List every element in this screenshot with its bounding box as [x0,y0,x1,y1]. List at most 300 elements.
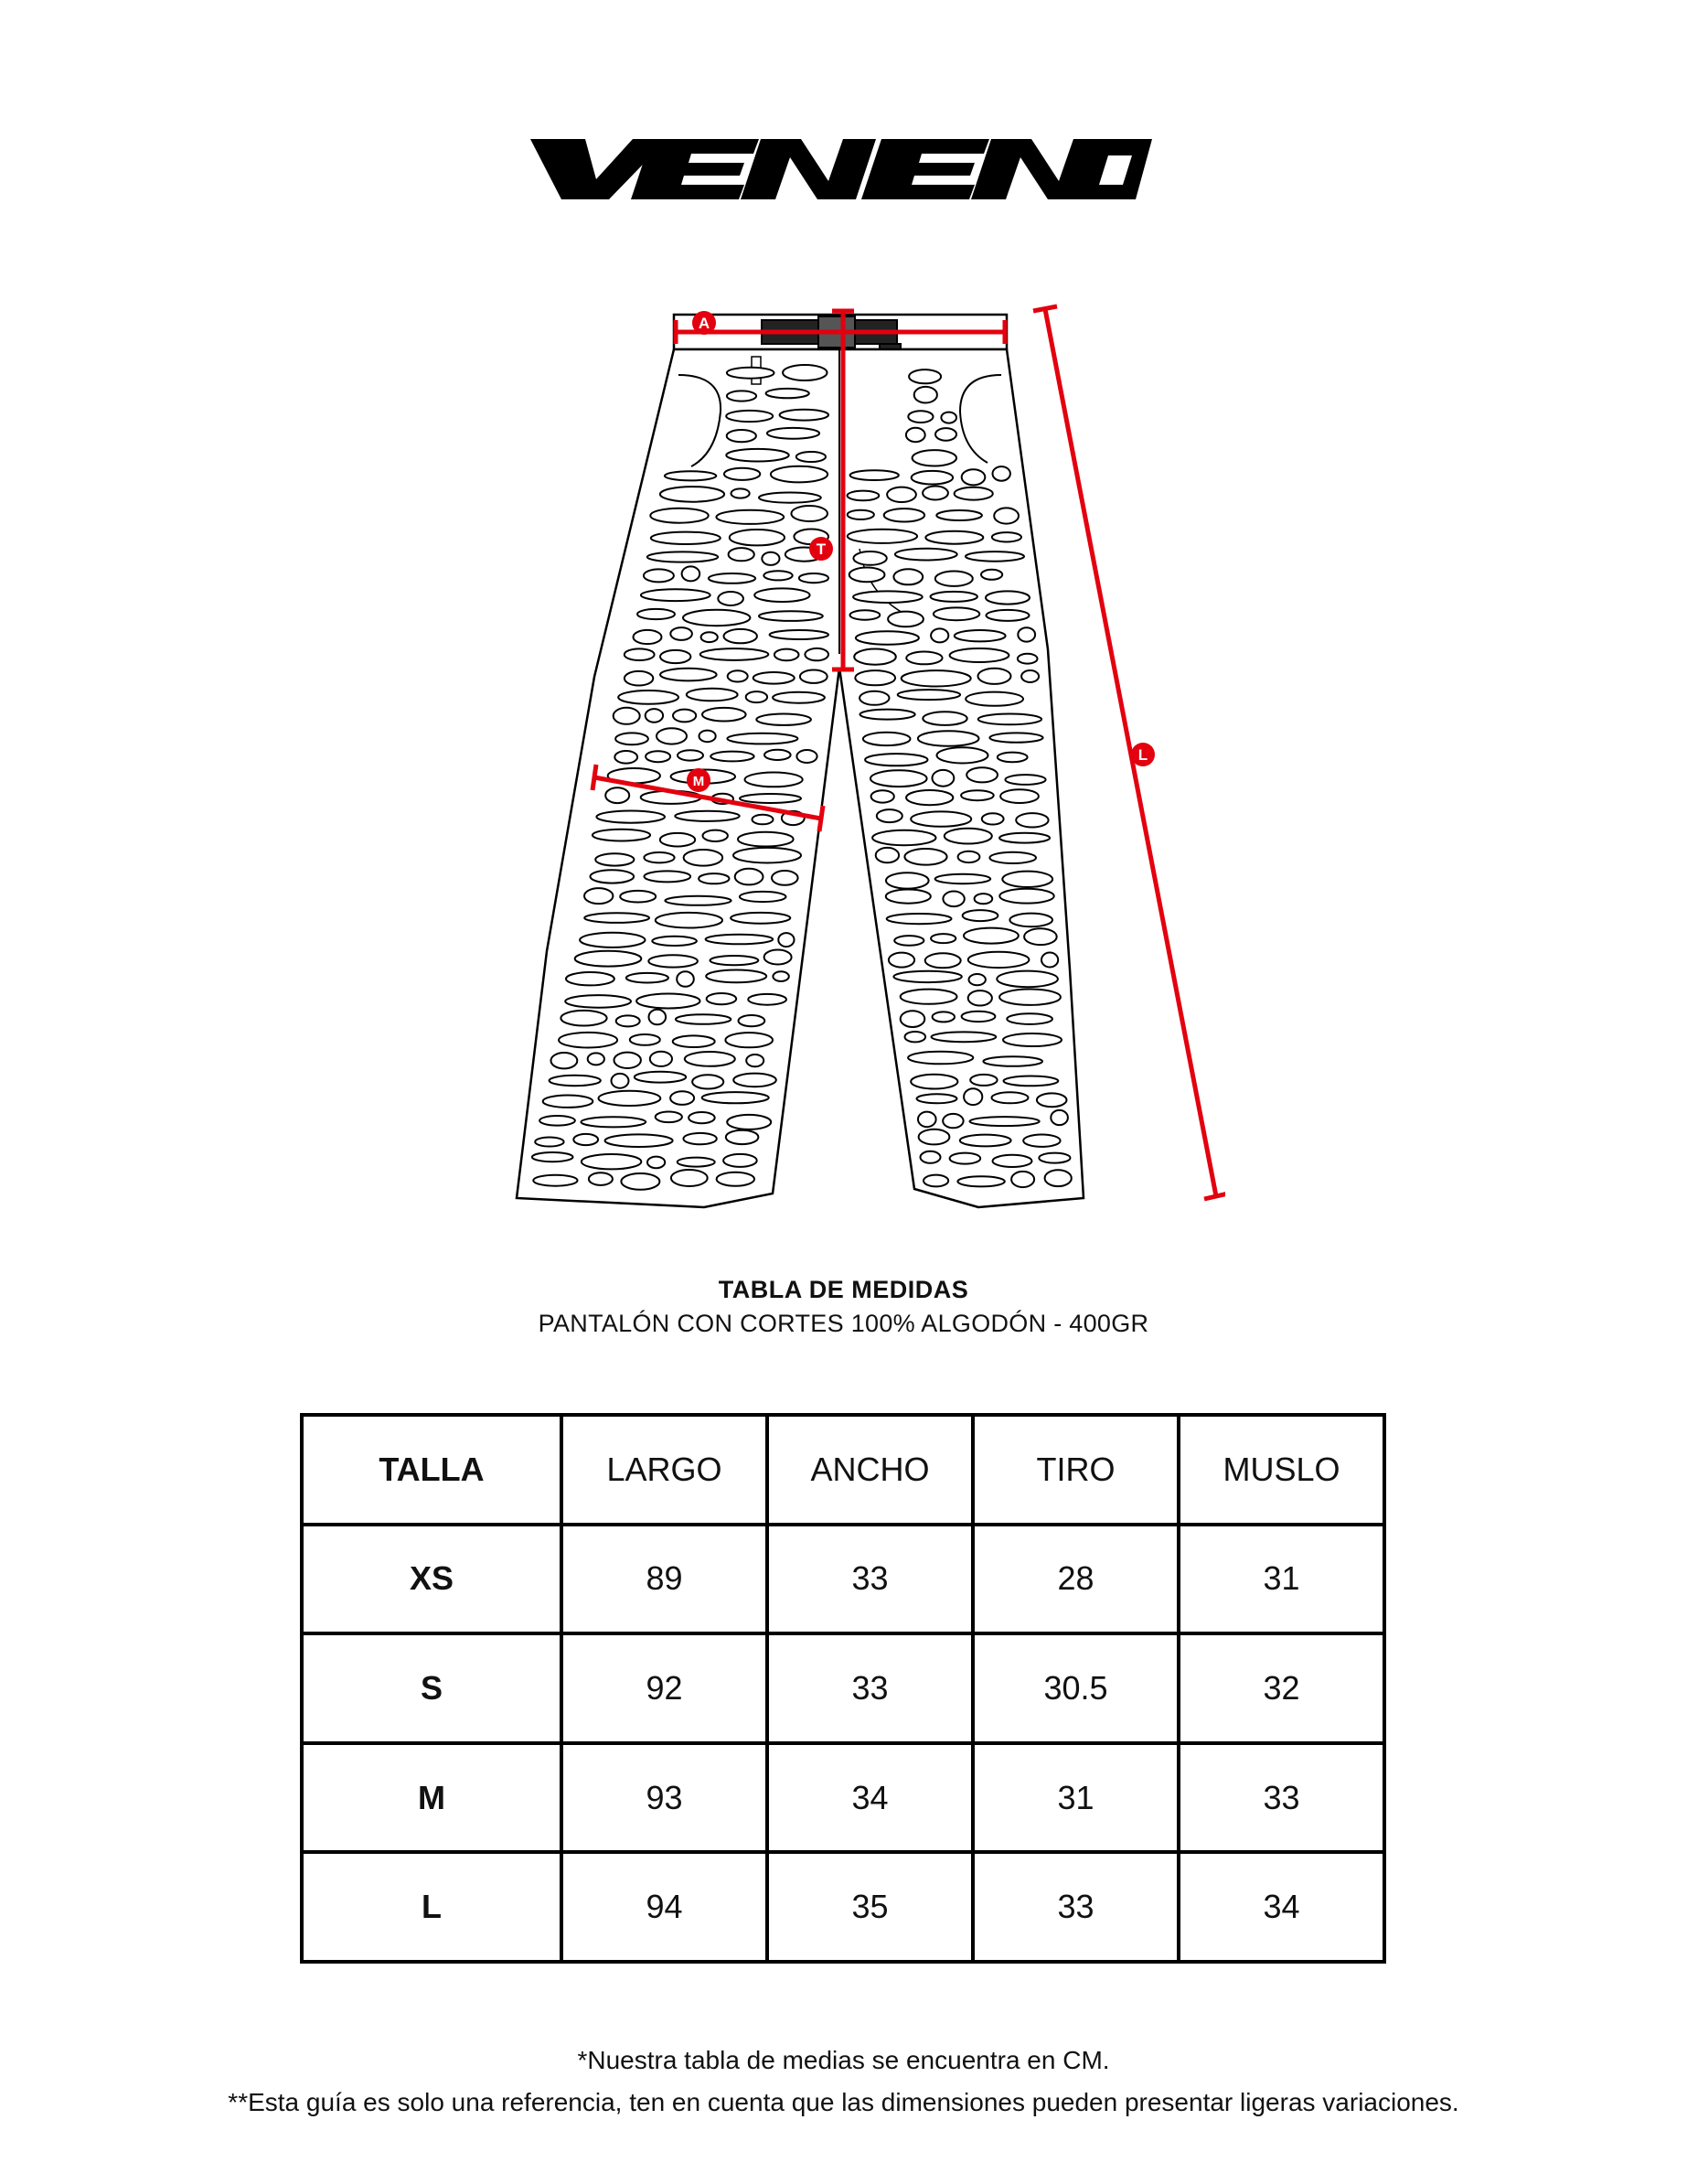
cutout-oval [703,830,728,841]
svg-text:T: T [816,541,827,558]
cutout-oval [1009,914,1052,927]
cutout-oval [943,892,964,907]
measurement-cell: 33 [1179,1743,1384,1853]
cutout-oval [759,611,823,621]
cutout-oval [918,1112,936,1128]
cutout-oval [644,569,674,582]
cutout-oval [650,509,708,523]
cutout-oval [614,708,640,724]
cutout-oval [925,953,961,968]
cutout-oval [993,466,1010,481]
cutout-oval [746,691,767,702]
muslo-badge [687,768,710,792]
cutout-oval [735,869,763,885]
cutout-oval [937,747,988,763]
cutout-oval [581,1117,646,1127]
cutout-oval [884,509,924,521]
cutout-oval [889,953,914,968]
measurement-cell: 89 [561,1525,767,1634]
cutout-oval [905,1032,926,1042]
cutout-oval [646,709,663,723]
cutout-oval [860,710,915,720]
cutout-oval [762,552,779,565]
cutout-oval [854,649,896,665]
cutout-oval [911,811,971,826]
cutout-oval [994,508,1019,523]
cutout-oval [647,551,718,562]
cutout-oval [992,532,1021,541]
cutout-oval [591,870,635,883]
cutout-oval [687,689,738,701]
cutout-oval [641,589,710,601]
cutout-oval [683,610,750,626]
cutout-oval [584,913,649,923]
cutout-oval [901,1011,925,1027]
cutout-oval [992,1092,1029,1103]
cutout-oval [848,510,874,519]
measurement-cell: 34 [1179,1852,1384,1962]
cutout-oval [888,612,924,627]
cutout-oval [717,1172,754,1186]
size-label-cell: M [302,1743,561,1853]
cutout-oval [660,669,717,681]
cutout-oval [941,412,956,423]
measurement-cell: 31 [1179,1525,1384,1634]
cutout-oval [1011,1172,1034,1187]
cutout-oval [575,951,642,967]
cutout-oval [924,1175,948,1187]
cutout-oval [863,733,911,745]
cutout-oval [935,572,973,586]
cutout-oval [964,1088,982,1105]
measurement-cell: 30.5 [973,1633,1179,1743]
size-label-cell: L [302,1852,561,1962]
cutout-oval [615,733,648,744]
cutout-oval [870,770,927,787]
cutout-oval [699,873,729,883]
cutout-oval [588,1053,604,1065]
cutout-oval [906,652,942,665]
cutout-oval [596,811,665,823]
cutout-oval [918,731,979,746]
cutout-oval [605,1134,673,1147]
cutout-oval [961,790,994,800]
cutout-oval [935,428,956,441]
cutout-oval [955,630,1006,641]
cutout-oval [764,950,792,965]
cutout-oval [716,510,784,524]
cutout-oval [748,994,786,1005]
cutout-oval [931,592,977,602]
ancho-badge [692,311,716,335]
cutout-oval [871,790,894,802]
cutout-oval [1039,1153,1070,1163]
cutout-oval [981,570,1002,580]
cutout-oval [701,632,718,642]
table-row [302,1633,1384,1743]
cutout-oval [1023,1135,1060,1147]
cutout-oval [660,833,695,847]
cutout-oval [766,389,809,398]
measurement-cell: 32 [1179,1633,1384,1743]
cutout-oval [805,648,828,660]
cutout-oval [593,830,650,841]
cutout-oval [726,1130,759,1144]
cutout-oval [683,1133,716,1144]
cutout-oval [772,871,798,885]
pants-measurement-diagram [475,293,1225,1253]
cutout-oval [652,937,697,946]
cutout-oval [893,971,961,982]
cutout-oval [957,1176,1004,1186]
cutout-oval [665,896,731,905]
cutout-oval [702,708,746,722]
cutout-oval [595,853,634,865]
cutout-oval [783,365,827,380]
cutout-oval [673,1035,715,1047]
cutout-oval [950,1153,981,1164]
cutout-oval [1005,775,1045,785]
cutout-oval [707,993,737,1004]
cutout-oval [911,1075,957,1089]
disclaimer-note: **Esta guía es solo una referencia, ten en cuenta que las dimensiones pueden presentar ligeras variaciones. [228,2088,1459,2116]
cutout-oval [637,609,675,619]
cutout-oval [599,1091,661,1106]
cutout-oval [733,848,801,863]
cutout-oval [539,1116,575,1126]
cutout-oval [960,1135,1011,1147]
cutout-oval [589,1172,613,1185]
cutout-oval [1045,1170,1072,1186]
cutout-oval [618,691,678,704]
cutout-oval [902,670,971,686]
cutout-oval [962,469,986,485]
cutout-oval [729,548,754,561]
measurement-cell: 28 [973,1525,1179,1634]
cutout-oval [909,369,941,383]
cutout-oval [660,487,724,502]
cutout-oval [886,890,931,904]
cutout-oval [968,952,1030,968]
cutout-oval [671,1170,708,1186]
cutout-oval [733,1074,776,1087]
size-table [300,1413,1386,1964]
cutout-oval [887,487,916,502]
cutout-oval [894,936,924,946]
cutout-oval [1018,654,1038,664]
measurement-cell: 92 [561,1633,767,1743]
svg-text:L: L [1137,746,1148,764]
tiro-badge [809,537,833,561]
cutout-oval [614,751,637,764]
cutout-oval [923,487,948,500]
cutout-oval [796,452,826,462]
cutout-oval [727,733,797,744]
cutout-oval [989,852,1036,863]
cutout-oval [636,994,699,1009]
cutout-oval [968,990,992,1005]
cutout-oval [943,1114,963,1128]
cutout-oval [898,690,960,700]
cutout-oval [685,1052,735,1066]
cutout-oval [872,830,935,845]
cutout-oval [670,627,692,640]
size-label-cell: XS [302,1525,561,1634]
cutout-oval [649,1010,667,1025]
cutout-oval [935,874,991,883]
cutout-oval [934,607,979,620]
cutout-oval [706,970,766,983]
cutout-oval [970,1075,997,1086]
measurement-cell: 33 [767,1525,973,1634]
cutout-oval [644,852,674,862]
cutout-oval [630,1034,660,1045]
cutout-oval [535,1138,563,1147]
cutout-oval [550,1076,601,1086]
cutout-oval [754,588,809,602]
cutout-oval [706,935,774,945]
cutout-oval [657,728,687,744]
cutout-oval [692,1075,723,1088]
cutout-oval [921,1151,941,1163]
cutout-oval [998,753,1028,763]
table-header-cell: TALLA [302,1415,561,1525]
cutout-oval [919,1129,950,1145]
cutout-oval [660,650,690,663]
cutout-oval [678,1158,715,1167]
cutout-oval [893,569,923,584]
cutout-oval [923,712,966,725]
cutout-oval [791,506,827,521]
table-row [302,1852,1384,1962]
cutout-oval [740,892,786,902]
table-row [302,1525,1384,1634]
cutout-oval [727,391,756,401]
cutout-oval [908,1052,973,1065]
cutout-oval [726,449,788,462]
cutout-oval [764,750,791,760]
cutout-oval [626,973,668,983]
cutout-oval [625,648,655,660]
cutout-oval [612,1074,629,1088]
cutout-oval [982,813,1004,824]
cutout-oval [727,368,774,379]
cutout-oval [853,591,923,603]
cutout-oval [584,888,613,904]
cutout-oval [1000,789,1039,803]
cutout-oval [1041,953,1058,968]
cutout-oval [648,955,698,967]
cutout-oval [656,913,722,928]
cutout-oval [855,670,895,685]
cutout-oval [970,1117,1040,1126]
cutout-oval [675,811,739,821]
cutout-oval [731,913,790,924]
cutout-oval [561,1011,606,1026]
cutout-oval [773,692,825,703]
cutout-oval [895,549,957,561]
cutout-oval [856,631,919,645]
cutout-oval [621,1173,659,1190]
cutout-oval [975,894,993,904]
measurement-cell: 35 [767,1852,973,1962]
cutout-oval [709,573,755,583]
measurement-cell: 94 [561,1852,767,1962]
cutout-oval [904,849,946,865]
cutout-oval [963,910,998,921]
cutout-oval [989,733,1042,742]
cutout-oval [738,832,794,847]
cutout-oval [1018,627,1035,641]
cutout-oval [770,630,828,639]
cutout-oval [724,468,760,480]
cutout-oval [850,610,881,619]
cutout-oval [753,815,774,825]
cutout-oval [865,754,927,765]
measurement-cell: 33 [973,1852,1179,1962]
cutout-oval [616,1015,640,1026]
cutout-oval [678,750,703,760]
cutout-oval [877,809,902,822]
cutout-oval [682,566,700,581]
cutout-oval [759,493,821,503]
cutout-oval [710,752,753,762]
cutout-oval [551,1053,578,1068]
cutout-oval [969,974,986,985]
cutout-oval [913,450,956,466]
cutout-oval [853,551,886,565]
veneno-logo [530,137,1152,201]
cutout-oval [912,471,953,485]
cutout-oval [647,1157,665,1169]
cutout-oval [763,571,792,580]
cutout-oval [917,1094,957,1103]
cutout-oval [997,971,1058,988]
cutout-oval [914,387,937,403]
cutout-oval [532,1152,573,1162]
cutout-oval [646,751,670,762]
cutout-oval [800,670,827,683]
cutout-oval [700,648,769,660]
cutout-oval [625,671,653,686]
cutout-oval [799,573,828,583]
table-header-cell: ANCHO [767,1415,973,1525]
cutout-oval [906,428,925,442]
cutout-oval [746,1055,763,1066]
cutout-oval [955,487,993,500]
cutout-oval [670,1091,694,1105]
cutout-oval [931,628,948,642]
cutout-oval [962,1012,996,1022]
cutout-oval [1003,1033,1062,1046]
cutout-oval [730,530,785,545]
cutout-oval [725,1033,773,1047]
cutout-oval [848,530,917,543]
cutout-oval [993,1155,1032,1167]
measurement-cell: 33 [767,1633,973,1743]
cutout-oval [724,629,757,643]
cutout-oval [559,1033,617,1048]
cutout-oval [756,714,811,725]
cutout-oval [676,1014,731,1024]
cutout-oval [651,532,721,544]
cutout-oval [566,972,614,985]
cutout-oval [605,787,629,803]
cutout-oval [999,889,1053,904]
cutout-oval [634,630,662,644]
largo-badge [1131,743,1155,766]
cutout-oval [673,710,696,723]
cutout-oval [773,971,788,981]
cutout-oval [999,990,1061,1005]
cutout-oval [950,648,1009,662]
cutout-oval [945,829,992,844]
cutout-oval [543,1096,593,1108]
cutout-oval [702,1092,769,1103]
measurement-cell: 34 [767,1743,973,1853]
cutout-oval [635,1072,686,1083]
cutout-oval [718,592,743,605]
cutout-oval [771,466,827,483]
cutout-oval [728,670,748,681]
cutout-oval [983,1056,1042,1066]
cutout-oval [886,873,929,888]
cutout-oval [614,1053,641,1068]
cutout-oval [684,850,723,866]
cutout-oval [933,1012,955,1022]
cutout-oval [656,1112,682,1123]
cutout-oval [699,731,716,743]
cutout-oval [1051,1110,1068,1125]
cutout-oval [966,692,1023,706]
cutout-oval [966,551,1024,562]
cutout-oval [932,1032,997,1042]
cutout-oval [986,591,1030,604]
cutout-oval [978,669,1011,684]
table-header-cell: TIRO [973,1415,1179,1525]
cutout-oval [1016,813,1048,827]
size-chart-title: TABLA DE MEDIDAS [718,1276,969,1303]
cutout-oval [978,714,1041,725]
cutout-oval [1007,1013,1052,1024]
cutout-oval [876,848,899,862]
cutout-oval [580,933,645,947]
cutout-oval [925,531,983,544]
cutout-oval [723,1154,757,1167]
cutout-oval [1021,670,1039,682]
cutout-oval [677,971,694,987]
cutout-oval [726,411,773,422]
cutout-oval [936,510,982,520]
cutout-oval [887,914,952,924]
cutout-oval [740,794,801,803]
cutout-oval [727,430,756,442]
cutout-oval [727,1115,771,1129]
cutout-oval [906,790,953,805]
cutout-oval [796,750,817,763]
cutout-oval [767,428,819,439]
cutout-oval [710,956,759,965]
cutout-oval [1037,1093,1067,1107]
table-header-cell: MUSLO [1179,1415,1384,1525]
cutout-oval [533,1175,577,1186]
cutout-oval [573,1134,598,1145]
svg-text:M: M [692,774,705,789]
cutout-oval [565,995,631,1008]
cutout-oval [665,471,716,480]
size-label-cell: S [302,1633,561,1743]
measurement-cell: 31 [973,1743,1179,1853]
